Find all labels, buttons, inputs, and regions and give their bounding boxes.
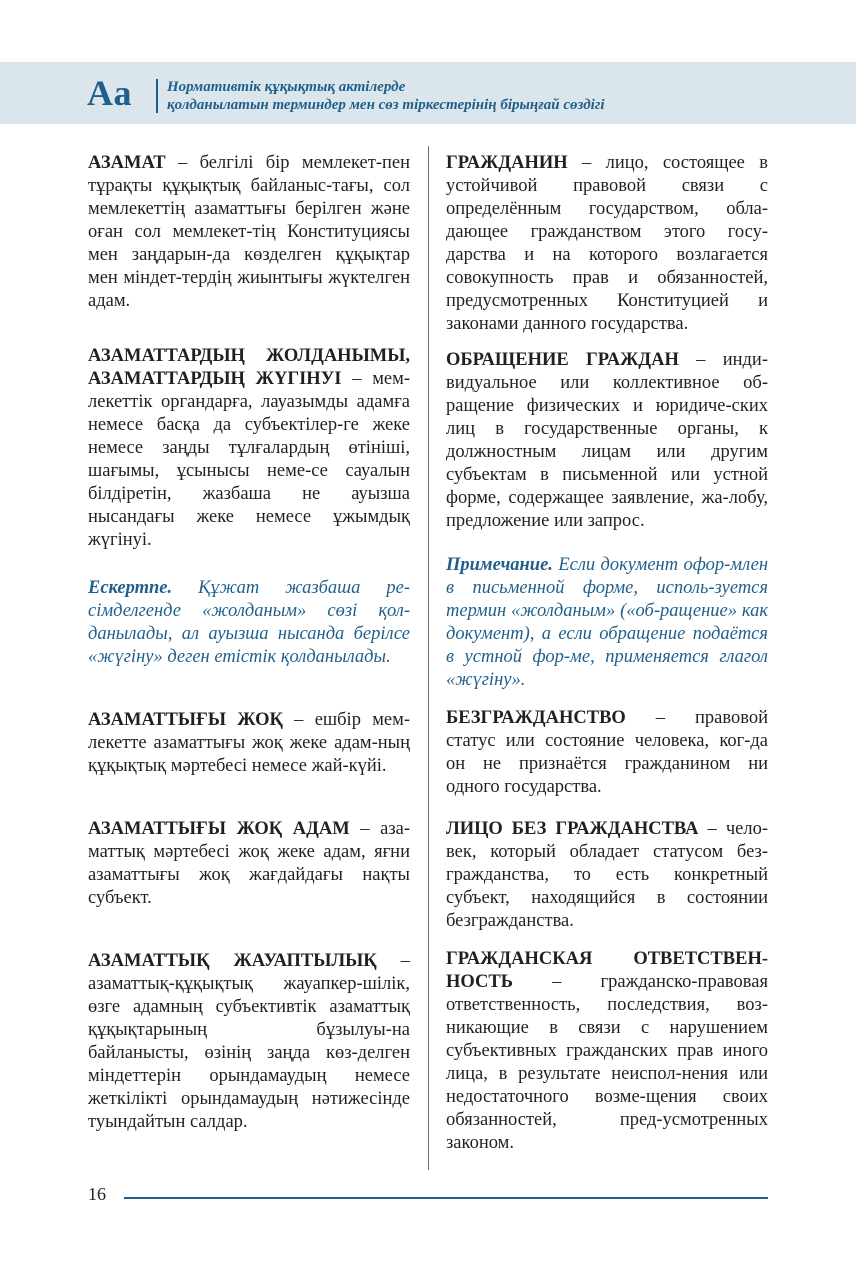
running-header-line-1: Нормативтік құқықтық актілерде	[167, 79, 406, 95]
entry-obrashchenie-grazhdan	[446, 349, 768, 533]
entry-definition: – гражданско-правовая ответственность, последствия, воз-никающие в связи с нарушением субъективных гражданских прав иного лица, в результате неиспол-нения или недостаточного возме-щения своих обязанностей, пред-усмотренных законом.	[446, 972, 768, 1153]
entry-definition: – мем-лекеттік органдарға, лауазымды адамға немесе басқа да субъектілер-ге жеке немесе заңды тұлғалардың өтініші, шағымы, ұсынысы неме-се сауалын білдіретін, жазбаша не ауызша нысандағы жеке немесе ұжымдық жүгінуі.	[88, 369, 410, 550]
entry-definition: – ешбір мем-лекетте азаматтығы жоқ жеке адам-ның құқықтық мәртебесі немесе жай-күйі.	[88, 710, 410, 776]
entry-term: АЗАМАТТЫҒЫ ЖОҚ АДАМ	[88, 819, 350, 839]
entry-azamattardyn-joldanymy	[88, 345, 410, 552]
note-text: Если документ офор-млен в письменной форме, исполь-зуется термин «жолданым» («об-ращение» как документ), а если обращение подаётся в устной фор-ме, применяется глагол «жүгіну».	[446, 555, 768, 690]
entry-definition: – аза-маттық мәртебесі жоқ жеке адам, яғни азаматтығы жоқ жағдайдағы нақты субъект.	[88, 819, 410, 908]
note-eskertpe	[88, 577, 410, 669]
entry-grazhdanin	[446, 152, 768, 336]
running-header-title	[167, 78, 727, 114]
entry-azamattygy-joq	[88, 709, 410, 778]
entry-bezgrazhdanstvo	[446, 707, 768, 799]
page-number: 16	[88, 1184, 106, 1204]
entry-definition: – лицо, состоящее в устойчивой правовой связи с определённым государством, обла-дающее гражданством этого госу-дарства и на которого возлагается совокупность прав и обязанностей, предусмотренных Конституцией и законами данного государства.	[446, 153, 768, 334]
entry-term: ОБРАЩЕНИЕ ГРАЖДАН	[446, 350, 679, 370]
column-divider	[428, 146, 429, 1170]
note-label: Ескертпе.	[88, 578, 173, 598]
entry-litso-bez-grazhdanstva	[446, 818, 768, 933]
entry-azamattyq-jauaptylyq	[88, 950, 410, 1134]
entry-term: ГРАЖДАНСКАЯ ОТВЕТСТВЕН-НОСТЬ	[446, 949, 768, 992]
entry-term: ЛИЦО БЕЗ ГРАЖДАНСТВА	[446, 819, 699, 839]
entry-definition: – азаматтық-құқықтық жауапкер-шілік, өзге адамның субъективтік азаматтық құқықтарының бұзылуы-на байланысты, өзінің заңда көз-делген міндеттерін орындамаудың немесе жеткілікті орындамаудың нәтижесінде туындайтын салдар.	[88, 951, 410, 1132]
header-divider	[156, 79, 158, 113]
entry-term: АЗАМАТТЫҚ ЖАУАПТЫЛЫҚ	[88, 951, 377, 971]
entry-term: АЗАМАТТАРДЫҢ ЖОЛДАНЫМЫ, АЗАМАТТАРДЫҢ ЖҮГІНУІ	[88, 346, 410, 389]
entry-definition: – инди-видуальное или коллективное об-ращение физических и юридиче-ских лиц в государственные органы, к должностным лицам или другим субъектам в письменной или устной форме, содержащее заявление, жа-лобу, предложение или запрос.	[446, 350, 768, 531]
entry-term: АЗАМАТТЫҒЫ ЖОҚ	[88, 710, 283, 730]
note-primechanie	[446, 554, 768, 692]
entry-definition: – чело-век, который обладает статусом без-гражданства, то есть конкретный субъект, находящийся в состоянии безгражданства.	[446, 819, 768, 931]
entry-term: БЕЗГРАЖДАНСТВО	[446, 708, 626, 728]
entry-azamat	[88, 152, 410, 313]
running-header-line-2: қолданылатын терминдер мен сөз тіркестерінің бірыңғай сөздігі	[167, 97, 605, 113]
footer-rule	[124, 1197, 768, 1199]
entry-grazhdanskaya-otvetstvennost	[446, 948, 768, 1155]
note-label: Примечание.	[446, 555, 553, 575]
entry-definition: – правовой статус или состояние человека, ког-да он не признаётся гражданином ни одного государства.	[446, 708, 768, 797]
entry-term: АЗАМАТ	[88, 153, 166, 173]
header-logo: Аа	[87, 73, 133, 113]
entry-term: ГРАЖДАНИН	[446, 153, 568, 173]
note-text: Құжат жазбаша ре-сімделгенде «жолданым» сөзі қол-данылады, ал ауызша нысанда берілсе «жүгіну» деген етістік қолданылады.	[88, 578, 410, 667]
entry-definition: – белгілі бір мемлекет-пен тұрақты құқықтық байланыс-тағы, сол мемлекеттің азаматтығы берілген және оған сол мемлекет-тің Конституциясы мен заңдарын-да көзделген құқықтар мен міндет-тердің жиынтығы жүктелген адам.	[88, 153, 410, 311]
entry-azamattygy-joq-adam	[88, 818, 410, 910]
